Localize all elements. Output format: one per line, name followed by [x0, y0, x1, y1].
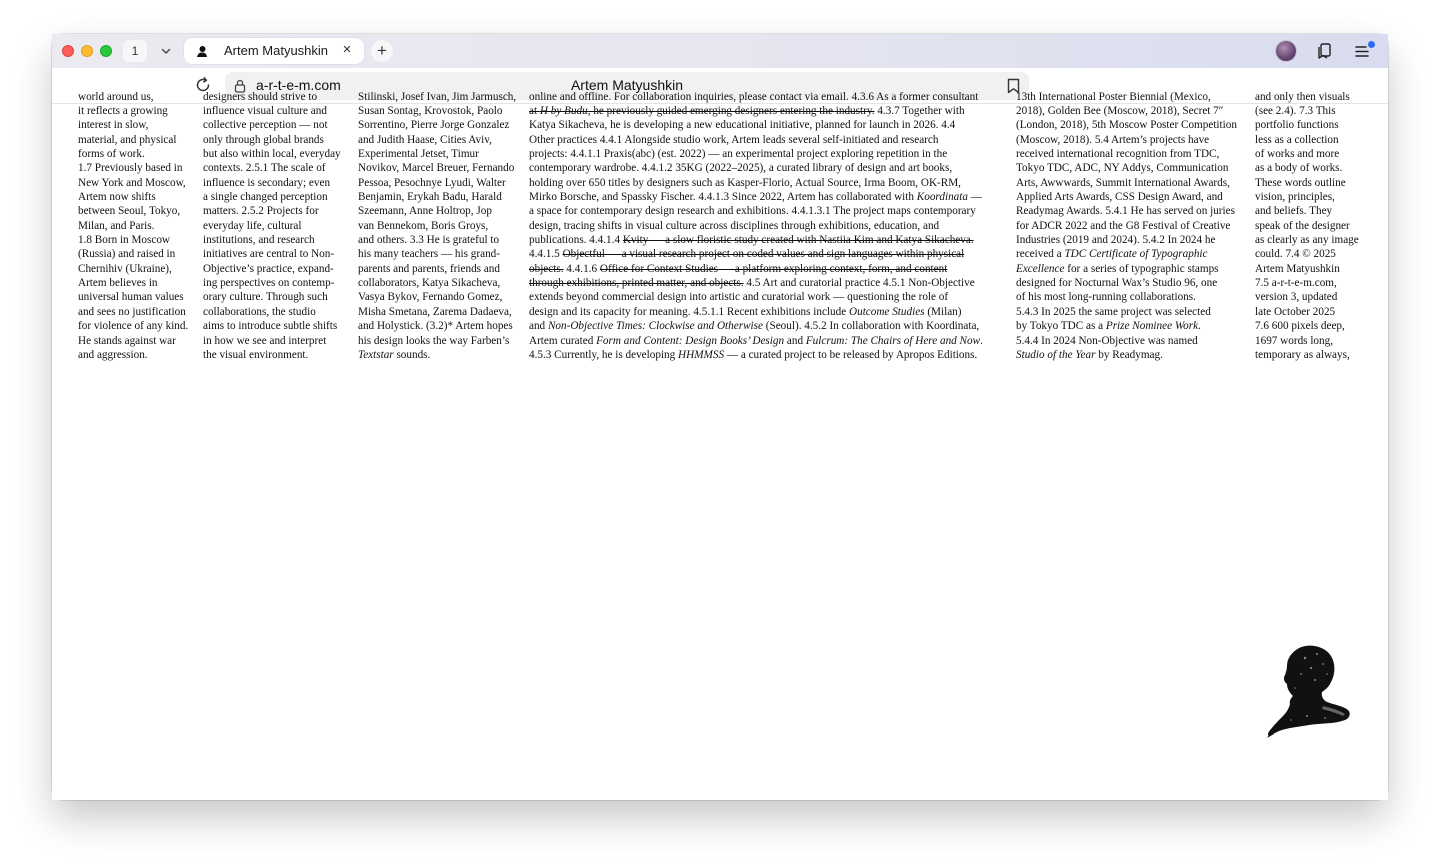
- column-lines: [203, 104, 355, 362]
- text-line: van Bennekom, Boris Groys,: [358, 219, 489, 232]
- cut-line: Stilinski, Josef Ivan, Jim Jarmusch,: [358, 91, 517, 103]
- profile-avatar[interactable]: [1276, 41, 1296, 61]
- artist-silhouette-drawing-icon: [1265, 644, 1353, 740]
- text-line: Artem believes in: [78, 277, 158, 290]
- cut-line: 13th International Poster Biennial (Mexico,: [1016, 91, 1211, 103]
- text-line: contemporary wardrobe. 4.4.1.2 35KG (2022–2025), a curated library of design and art books,: [529, 162, 953, 175]
- text-line: and others. 3.3 He is grateful to: [358, 234, 500, 247]
- text-line: 1.7 Previously based in: [78, 162, 183, 175]
- text-line: aims to introduce subtle shifts: [203, 320, 338, 333]
- cut-line: online and offline. For collaboration inquiries, please contact via email. 4.3.6 As a former consultant: [529, 91, 979, 103]
- text-line: Chernihiv (Ukraine),: [78, 262, 172, 275]
- text-line: through exhibitions, printed matter, and objects. 4.5 Art and curatorial practice 4.5.1 Non-Objective: [529, 277, 975, 290]
- text-column-4: [529, 91, 1017, 362]
- text-line: at H by Budu, he previously guided emerging designers entering the industry. 4.3.7 Together with: [529, 105, 965, 117]
- text-line: temporary as always,: [1255, 348, 1350, 361]
- text-line: (see 2.4). 7.3 This: [1255, 105, 1336, 117]
- text-line: speak of the designer: [1255, 219, 1350, 232]
- text-line: only through global brands: [203, 133, 324, 146]
- text-line: ing perspectives on contemp-: [203, 277, 335, 290]
- column-lines: [1016, 104, 1254, 247]
- text-line: Arts, Awwwards, Summit International Awards,: [1016, 176, 1230, 189]
- text-line: interest in slow,: [78, 119, 149, 132]
- text-line: and Non-Objective Times: Clockwise and Otherwise (Seoul). 4.5.2 In collaboration with Koordinata,: [529, 320, 980, 333]
- text-line: Textstar sounds.: [358, 348, 431, 361]
- tab-close-icon[interactable]: ×: [342, 41, 352, 58]
- text-line: 1697 words long,: [1255, 334, 1334, 347]
- text-line: (Russia) and raised in: [78, 248, 176, 261]
- text-line: 5.4.4 In 2024 Non-Objective was named: [1016, 334, 1198, 347]
- text-line: projects: 4.4.1.1 Praxis(abc) (est. 2022) — an experimental project exploring repetition in the: [529, 148, 948, 161]
- text-line: Applied Arts Awards, CSS Design Award, and: [1016, 191, 1223, 204]
- text-line: 5.4.3 In 2025 the same project was selected: [1016, 305, 1211, 318]
- text-line: influence is secondary; even: [203, 176, 331, 189]
- text-line: a space for contemporary design research and exhibitions. 4.4.1.3.1 The project maps contemporary: [529, 205, 976, 218]
- zoom-window-button[interactable]: [100, 45, 112, 57]
- text-line: contexts. 2.5.1 The scale of: [203, 162, 326, 175]
- text-line: 4.5.3 Currently, he is developing HHMMSS — a curated project to be released by Apropos Editions.: [529, 348, 978, 361]
- text-line: Benjamin, Erykah Badu, Harald: [358, 191, 502, 204]
- notification-dot: [1368, 41, 1375, 48]
- text-line: 2018), Golden Bee (Moscow, 2018), Secret 7″: [1016, 105, 1224, 117]
- bookmarks-list-icon[interactable]: [1316, 42, 1334, 60]
- text-line: publications. 4.4.1.4 Kvity — a slow floristic study created with Nastiia Kim and Katya Sikacheva.: [529, 234, 974, 247]
- text-line: 4.4.1.5 Objectful — a visual research project on coded values and sign languages within physical: [529, 248, 965, 261]
- text-line: universal human values: [78, 291, 184, 304]
- text-line: and Judith Haase, Cities Aviv,: [358, 133, 492, 146]
- text-line: extends beyond commercial design into artistic and curatorial work — questioning the role of: [529, 291, 949, 304]
- tab-count-button[interactable]: 1: [123, 40, 147, 62]
- text-line: collective perception — not: [203, 119, 328, 132]
- tab-list-chevron-icon[interactable]: [155, 40, 177, 62]
- text-line: Novikov, Marcel Breuer, Fernando: [358, 162, 515, 175]
- browser-window: [52, 34, 1388, 800]
- text-line: his many teachers — his grand-: [358, 248, 500, 261]
- text-line: Artem Matyushkin: [1255, 262, 1340, 275]
- text-line: Other practices 4.4.1 Alongside studio work, Artem leads several self-initiated and research: [529, 133, 939, 146]
- text-line: objects. 4.4.1.6 Office for Context Studies — a platform exploring context, form, and content: [529, 262, 948, 275]
- text-line: vision, principles,: [1255, 191, 1335, 204]
- text-line: but also within local, everyday: [203, 148, 341, 161]
- text-line: and sees no justification: [78, 305, 186, 318]
- cut-line: world around us,: [78, 91, 154, 103]
- text-line: by Tokyo TDC as a Prize Nominee Work.: [1016, 320, 1201, 333]
- text-line: design, tracing shifts in visual culture across disciplines through exhibitions, education, and: [529, 219, 940, 232]
- text-line: could. 7.4 © 2025: [1255, 248, 1336, 261]
- tab-title: Artem Matyushkin: [224, 43, 329, 58]
- tab-bar: [52, 34, 1388, 68]
- text-line: a single changed perception: [203, 191, 328, 204]
- text-line: Artem curated Form and Content: Design Books’ Design and Fulcrum: The Chairs of Here and Now.: [529, 334, 983, 347]
- new-tab-button[interactable]: +: [371, 40, 393, 62]
- text-line: his design looks the way Farben’s: [358, 334, 510, 347]
- text-line: Vasya Bykov, Fernando Gomez,: [358, 291, 503, 304]
- text-line: 7.5 a-r-t-e-m.com,: [1255, 277, 1337, 290]
- text-line: Objective’s practice, expand-: [203, 262, 334, 275]
- text-line: in how we see and interpret: [203, 334, 327, 347]
- text-line: Tokyo TDC, ADC, NY Addys, Communication: [1016, 162, 1229, 175]
- text-line: institutions, and research: [203, 234, 315, 247]
- column-lines: [1255, 104, 1373, 362]
- text-column-5: [1016, 91, 1254, 362]
- text-line: Excellence for a series of typographic stamps: [1016, 262, 1219, 275]
- text-line: Experimental Jetset, Timur: [358, 148, 479, 161]
- text-line: collaborators, Katya Sikacheva,: [358, 277, 501, 290]
- text-line: (Moscow, 2018). 5.4 Artem’s projects have: [1016, 133, 1210, 146]
- url-text[interactable]: a-r-t-e-m.com: [256, 77, 341, 93]
- text-column-1: [78, 91, 200, 362]
- text-line: Artem now shifts: [78, 191, 156, 204]
- text-line: Misha Smetana, Zarema Dadaeva,: [358, 305, 512, 318]
- text-line: Susan Sontag, Krovostok, Paolo: [358, 105, 503, 117]
- text-line: for violence of any kind.: [78, 320, 189, 333]
- text-line: Studio of the Year by Readymag.: [1016, 348, 1163, 361]
- text-line: of works and more: [1255, 148, 1340, 161]
- text-line: forms of work.: [78, 148, 145, 161]
- text-line: matters. 2.5.2 Projects for: [203, 205, 319, 218]
- column-lines: [358, 104, 528, 348]
- text-line: and Holystick. (3.2)* Artem hopes: [358, 320, 513, 333]
- minimize-window-button[interactable]: [81, 45, 93, 57]
- text-column-2: [203, 91, 355, 362]
- text-line: received a TDC Certificate of Typographic: [1016, 248, 1208, 261]
- text-line: Katya Sikacheva, he is developing a new educational initiative, planned for launch in 2026. 4.4: [529, 119, 956, 132]
- text-line: These words outline: [1255, 176, 1346, 189]
- tab-favicon-icon: [196, 45, 208, 57]
- text-line: orary culture. Through such: [203, 291, 328, 304]
- text-line: designed for Nocturnal Wax’s Studio 96, one: [1016, 277, 1218, 290]
- text-line: holding over 650 titles by designers such as Kasper-Florio, Actual Source, Irma Boom, OK-RM,: [529, 176, 961, 189]
- text-line: it reflects a growing: [78, 105, 168, 117]
- column-lines: [78, 104, 200, 362]
- text-line: Industries (2019 and 2024). 5.4.2 In 2024 he: [1016, 234, 1216, 247]
- text-line: for ADCR 2022 and the G8 Festival of Creative: [1016, 219, 1231, 232]
- cut-line: and only then visuals: [1255, 91, 1350, 103]
- text-line: (London, 2018), 5th Moscow Poster Competition: [1016, 119, 1237, 132]
- page-title: Artem Matyushkin: [570, 77, 684, 93]
- text-line: as a body of works.: [1255, 162, 1343, 175]
- text-line: less as a collection: [1255, 133, 1339, 146]
- text-line: New York and Moscow,: [78, 176, 186, 189]
- text-line: parents and parents, friends and: [358, 262, 500, 275]
- active-tab[interactable]: [184, 38, 364, 64]
- text-line: influence visual culture and: [203, 105, 327, 117]
- text-line: Milan, and Paris.: [78, 219, 155, 232]
- text-line: version 3, updated: [1255, 291, 1338, 304]
- text-line: 1.8 Born in Moscow: [78, 234, 170, 247]
- text-line: He stands against war: [78, 334, 176, 347]
- text-line: initiatives are central to Non-: [203, 248, 335, 261]
- text-line: Mirko Borsche, and Spassky Fischer. 4.4.1.3 Since 2022, Artem has collaborated with Koordinata —: [529, 191, 982, 204]
- text-line: design and its capacity for meaning. 4.5.1.1 Recent exhibitions include Outcome Studies (Milan): [529, 305, 962, 318]
- text-line: late October 2025: [1255, 305, 1336, 318]
- text-line: of his most long-running collaborations.: [1016, 291, 1196, 304]
- text-line: collaborations, the studio: [203, 305, 316, 318]
- text-line: as clearly as any image: [1255, 234, 1359, 247]
- text-column-6: [1255, 91, 1373, 362]
- text-line: and beliefs. They: [1255, 205, 1333, 218]
- cut-line: designers should strive to: [203, 91, 318, 103]
- text-line: and aggression.: [78, 348, 148, 361]
- text-line: 7.6 600 pixels deep,: [1255, 320, 1345, 333]
- text-line: material, and physical: [78, 133, 177, 146]
- text-line: portfolio functions: [1255, 119, 1339, 132]
- text-line: Szeemann, Anne Holtrop, Jop: [358, 205, 492, 218]
- text-line: Sorrentino, Pierre Jorge Gonzalez: [358, 119, 510, 132]
- text-line: the visual environment.: [203, 348, 309, 361]
- text-line: everyday life, cultural: [203, 219, 302, 232]
- text-line: Readymag Awards. 5.4.1 He has served on juries: [1016, 205, 1235, 218]
- text-column-3: [358, 91, 528, 362]
- page-content: [52, 91, 1388, 800]
- text-line: Pessoa, Pesochnye Lyudi, Walter: [358, 176, 506, 189]
- close-window-button[interactable]: [62, 45, 74, 57]
- text-line: between Seoul, Tokyo,: [78, 205, 181, 218]
- text-line: received international recognition from TDC,: [1016, 148, 1220, 161]
